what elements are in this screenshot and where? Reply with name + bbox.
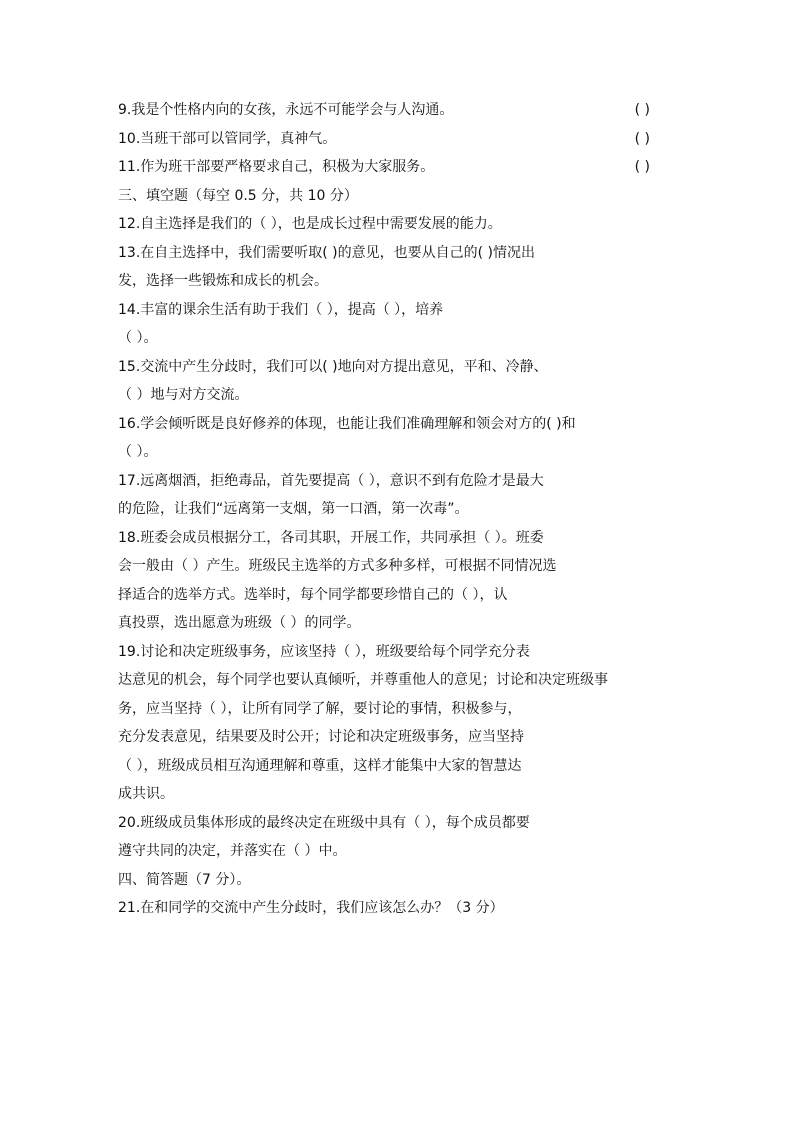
fill-blank-line: 16.学会倾听既是良好修养的体现，也能让我们准确理解和领会对方的( )和 (118, 415, 576, 432)
question-21: 21.在和同学的交流中产生分歧时，我们应该怎么办？（3 分） (118, 900, 504, 916)
answer-parentheses: ( ) (634, 102, 650, 118)
question-text: 10.当班干部可以管同学，真神气。 (118, 130, 337, 147)
question-text: 9.我是个性格内向的女孩，永远不可能学会与人沟通。 (118, 102, 454, 118)
fill-blank-line: 择适合的选举方式。选举时，每个同学都要珍惜自己的（ ），认 (118, 586, 508, 603)
fill-blank-line: 务，应当坚持（ ），让所有同学了解，要讨论的事情，积极参与， (118, 700, 522, 717)
fill-blank-line: 19.讨论和决定班级事务，应该坚持（ ），班级要给每个同学充分表 (118, 643, 530, 660)
answer-parentheses: ( ) (634, 159, 650, 175)
fill-blank-line: 15.交流中产生分歧时，我们可以( )地向对方提出意见，平和、冷静、 (118, 358, 548, 375)
fill-blank-items (118, 210, 678, 866)
fill-blank-line: 真投票，选出愿意为班级（ ）的同学。 (118, 615, 361, 631)
true-false-item (118, 96, 678, 125)
fill-blank-line: 充分发表意见，结果要及时公开；讨论和决定班级事务，应当坚持 (118, 729, 524, 745)
fill-blank-line: 20.班级成员集体形成的最终决定在班级中具有（ ），每个成员都要 (118, 814, 530, 831)
fill-blank-line: 12.自主选择是我们的（ ），也是成长过程中需要发展的能力。 (118, 216, 502, 232)
fill-blank-line: 14.丰富的课余生活有助于我们（ ），提高（ ），培养 (118, 301, 444, 318)
true-false-items (118, 96, 678, 182)
fill-blank-line: 遵守共同的决定，并落实在（ ）中。 (118, 843, 347, 859)
answer-parentheses: ( ) (634, 130, 650, 147)
fill-blank-line: 达意见的机会，每个同学也要认真倾听，并尊重他人的意见；讨论和决定班级事 (118, 672, 608, 688)
section-heading-short-answer: 四、简答题（7 分）。 (118, 871, 251, 888)
fill-blank-line: （ ）。 (118, 330, 158, 346)
fill-blank-line: 的危险，让我们“远离第一支烟，第一口酒，第一次毒”。 (118, 501, 469, 517)
section-heading-fill-blank: 三、填空题（每空 0.5 分，共 10 分） (118, 187, 358, 204)
fill-blank-line: 13.在自主选择中，我们需要听取( )的意见，也要从自己的( )情况出 (118, 244, 536, 261)
fill-blank-line: （ ），班级成员相互沟通理解和尊重，这样才能集中大家的智慧达 (118, 757, 522, 774)
fill-blank-line: （ ）。 (118, 444, 158, 460)
fill-blank-line: 17.远离烟酒，拒绝毒品，首先要提高（ ），意识不到有危险才是最大 (118, 472, 544, 489)
exam-content (118, 96, 678, 923)
fill-blank-line: 18.班委会成员根据分工，各司其职，开展工作，共同承担（ ）。班委 (118, 529, 544, 546)
true-false-item (118, 153, 678, 182)
true-false-item (118, 125, 678, 154)
fill-blank-line: （ ）地与对方交流。 (118, 387, 249, 403)
question-text: 11.作为班干部要严格要求自己，积极为大家服务。 (118, 159, 435, 175)
fill-blank-line: 发，选择一些锻炼和成长的机会。 (118, 273, 328, 289)
fill-blank-line: 会一般由（ ）产生。班级民主选举的方式多种多样，可根据不同情况选 (118, 558, 557, 574)
fill-blank-line: 成共识。 (118, 786, 174, 802)
